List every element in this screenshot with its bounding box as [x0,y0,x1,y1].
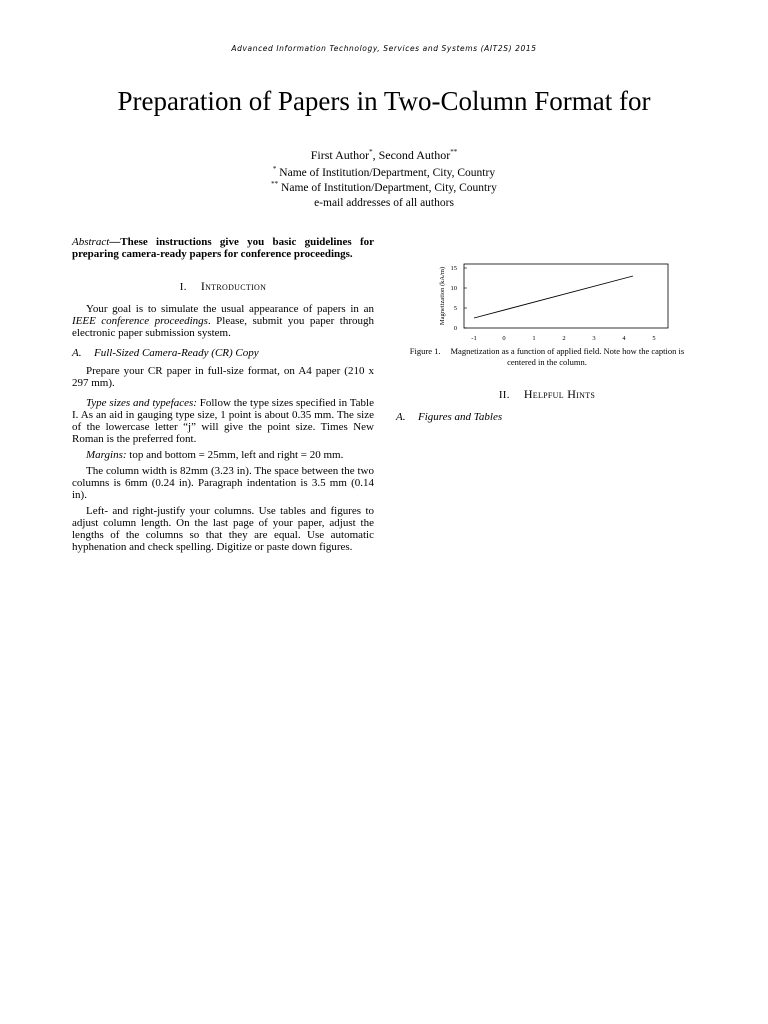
y-tick-label: 15 [450,265,457,272]
second-author: Second Author [378,148,451,162]
camera-ready-paragraph: Prepare your CR paper in full-size format, on A4 paper (210 x 297 mm). [72,365,374,389]
section-heading-introduction [72,280,374,293]
affiliation-1-text: Name of Institution/Department, City, Country [276,167,496,179]
intro-p1-text-a: Your goal is to simulate the usual appearance of papers in an [86,303,374,315]
section-number: II. [498,389,510,401]
column-width-paragraph: The column width is 82mm (3.23 in). The space between the two columns is 6mm (0.24 in). Paragraph indentation is 3.5 mm (0.14 in). [72,465,374,501]
y-tick-label: 0 [453,325,457,332]
x-tick-label: 2 [562,335,566,342]
author-line [0,148,768,163]
affiliation-2-mark: ** [271,180,279,189]
subsection-title: Full-Sized Camera-Ready (CR) Copy [94,347,259,359]
type-sizes-paragraph [72,397,374,445]
magnetization-chart [396,236,698,346]
subsection-number: A. [72,347,82,359]
x-tick-label: 0 [502,335,506,342]
abstract-dash: — [109,236,121,248]
series-line [474,276,633,318]
x-tick-label: -1 [471,335,477,342]
type-sizes-label: Type sizes and typefaces: [86,397,197,409]
intro-paragraph-1 [72,303,374,339]
x-tick-label: 5 [652,335,656,342]
justify-paragraph: Left- and right-justify your columns. Use tables and figures to adjust column length. On the last page of your paper, adjust the lengths of the columns so that they are equal. Use automatic hyphenation and check spelling. Digitize or paste down figures. [72,505,374,553]
y-axis-label: Magnetization (kA/m) [439,266,446,326]
margins-label: Margins: [86,449,127,461]
first-author-mark: * [369,148,373,156]
subsection-heading-camera-ready [72,347,374,359]
author-emails: e-mail addresses of all authors [314,197,454,209]
figure-caption-text: Magnetization as a function of applied field. Note how the caption is centered in the column. [450,346,685,367]
author-separator: , [372,148,379,162]
x-tick-label: 4 [622,335,626,342]
figure-label: Figure 1. [409,346,441,356]
abstract-body: These instructions give you basic guidelines for preparing camera-ready papers for conference proceedings. [72,236,374,260]
type-sizes-text: Follow the type sizes specified in Table I. As an aid in gauging type size, 1 point is about 0.35 mm. The size of the lowercase letter “j” will give the point size. Times New Roman is the preferred font. [72,397,374,445]
section-title: Introduction [200,279,267,293]
intro-p1-emphasis: IEEE conference proceedings [72,315,208,327]
affiliation-2-text: Name of Institution/Department, City, Country [278,182,497,194]
subsection-number: A. [396,411,406,423]
section-number: I. [179,281,187,293]
x-tick-label: 1 [532,335,536,342]
section-heading-helpful-hints [396,388,698,401]
figure-1-caption [396,346,698,368]
intro-p1-text-b: . Please, submit you paper through electronic paper submission system. [72,315,374,339]
first-author: First Author [310,148,370,162]
affiliation-1 [0,167,768,179]
y-tick-label: 5 [453,305,457,312]
left-column [72,236,374,557]
running-header: Advanced Information Technology, Services and Systems (AIT2S) 2015 [231,44,537,53]
affiliation-1-mark: * [272,165,277,174]
margins-text: top and bottom = 25mm, left and right = 20 mm. [126,449,344,461]
section-title: Helpful Hints [523,387,596,401]
abstract [72,236,374,260]
x-tick-label: 3 [592,335,596,342]
abstract-lead: Abstract [72,236,110,248]
right-column [396,236,698,429]
paper-title: Preparation of Papers in Two-Column Format for [117,86,651,116]
affiliation-2 [0,182,768,194]
margins-paragraph [72,449,374,461]
plot-frame [464,264,668,328]
second-author-mark: ** [450,148,458,156]
y-tick-label: 10 [450,285,457,292]
subsection-heading-figures-tables [396,411,698,423]
subsection-title: Figures and Tables [418,411,503,423]
figure-1 [396,236,698,346]
